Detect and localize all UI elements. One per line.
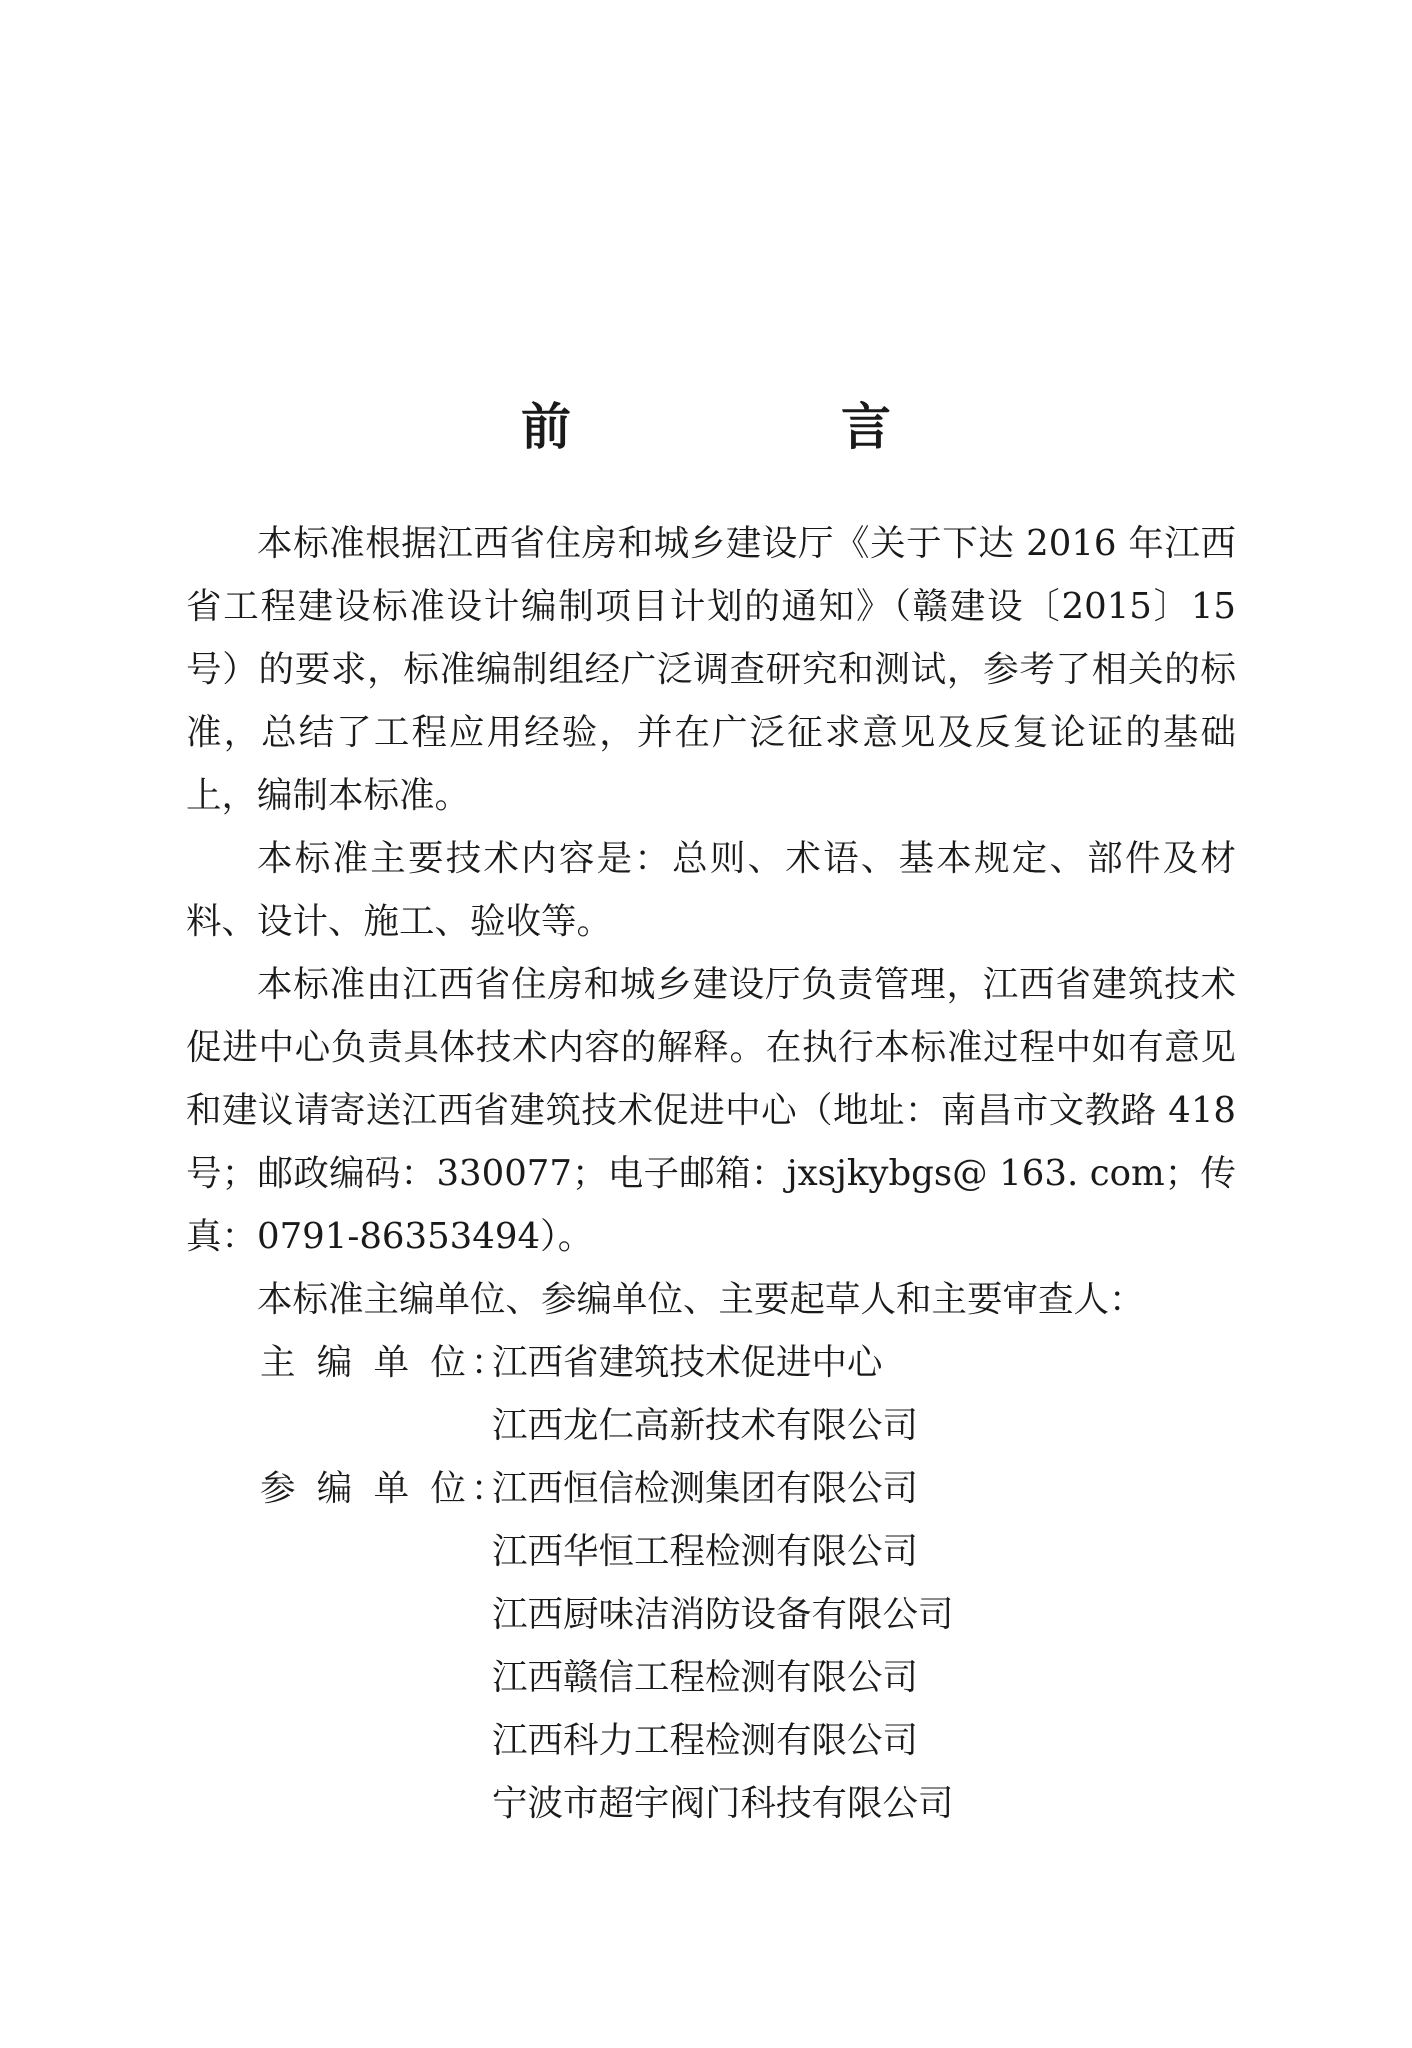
paragraph-units-intro: 本标准主编单位、参编单位、主要起草人和主要审查人： — [257, 1279, 1145, 1320]
paragraph-contents: 本标准主要技术内容是：总则、术语、基本规定、部件及材料、设计、施工、验收等。 — [186, 838, 1236, 942]
chief-unit-item: 江西省建筑技术促进中心 — [492, 1342, 883, 1383]
participating-unit-item: 江西恒信检测集团有限公司 — [492, 1468, 919, 1509]
participating-unit-item: 江西赣信工程检测有限公司 — [492, 1657, 919, 1698]
participating-unit-item: 江西科力工程检测有限公司 — [492, 1720, 919, 1761]
chief-units-group — [186, 1331, 1236, 1457]
participating-unit-item: 宁波市超宇阀门科技有限公司 — [492, 1783, 954, 1824]
chief-units-label: 主 编 单 位： — [260, 1342, 512, 1383]
participating-units-label: 参 编 单 位： — [260, 1468, 512, 1509]
preface-body — [186, 512, 1236, 1835]
participating-units-group — [186, 1457, 1236, 1835]
chief-units-list — [492, 1331, 918, 1457]
page-title: 前 言 — [521, 396, 1001, 456]
paragraph-management: 本标准由江西省住房和城乡建设厅负责管理，江西省建筑技术促进中心负责具体技术内容的解释。在执行本标准过程中如有意见和建议请寄送江西省建筑技术促进中心（地址：南昌市文教路 418 号；邮政编码：330077；电子邮箱：jxsjkybgs@ 163. com；传真：0791-86353494）。 — [186, 964, 1236, 1257]
paragraph-basis: 本标准根据江西省住房和城乡建设厅《关于下达 2016 年江西省工程建设标准设计编制项目计划的通知》（赣建设〔2015〕15 号）的要求，标准编制组经广泛调查研究和测试，参考了相关的标准，总结了工程应用经验，并在广泛征求意见及反复论证的基础上，编制本标准。 — [186, 523, 1236, 816]
participating-units-list — [492, 1457, 954, 1835]
units-section — [186, 1331, 1236, 1835]
chief-unit-item: 江西龙仁高新技术有限公司 — [492, 1405, 919, 1446]
participating-unit-item: 江西厨味洁消防设备有限公司 — [492, 1594, 954, 1635]
participating-unit-item: 江西华恒工程检测有限公司 — [492, 1531, 919, 1572]
